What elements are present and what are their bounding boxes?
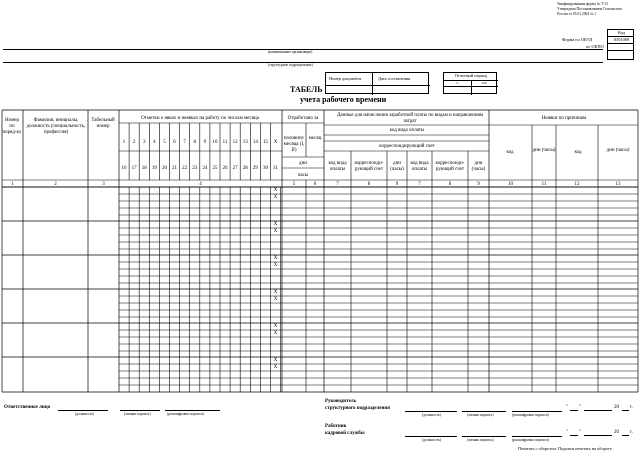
hr-day-line[interactable] bbox=[570, 435, 578, 436]
okud-value: 0301008 bbox=[613, 37, 630, 42]
hr-month-line[interactable] bbox=[584, 435, 612, 436]
resp-signature-line[interactable] bbox=[120, 410, 160, 411]
pay-sub-label-4: код вида оплаты bbox=[410, 161, 429, 172]
pay-sub-label-1: код вида оплаты bbox=[328, 161, 347, 172]
abs-days-2: дни (часы) bbox=[606, 148, 630, 153]
hr-year-suffix: г. bbox=[630, 430, 633, 435]
col-number-2: 2 bbox=[54, 182, 57, 187]
day-bottom-25: 25 bbox=[212, 166, 218, 171]
day-bottom-19: 19 bbox=[151, 166, 157, 171]
form-line-2: Утверждена Постановлением Госкомстата bbox=[557, 7, 622, 11]
doc-subtitle: учета рабочего времени bbox=[300, 95, 387, 104]
x-mark-3-b: X bbox=[273, 263, 278, 268]
half-month-header: половину месяца (I, II) bbox=[283, 136, 305, 153]
head-label-1: Руководитель bbox=[325, 399, 357, 404]
day-top-3: 3 bbox=[142, 140, 146, 145]
x-mark-6-a: X bbox=[273, 358, 278, 363]
head-quote-close: " bbox=[579, 405, 582, 410]
col-number-11: 8 bbox=[448, 182, 452, 187]
form-line-1: Унифицированная форма № Т-13 bbox=[557, 2, 608, 6]
day-bottom-26: 26 bbox=[222, 166, 228, 171]
col-number-12: 9 bbox=[477, 182, 480, 187]
hr-label-1: Работник bbox=[325, 424, 347, 429]
day-bottom-20: 20 bbox=[161, 166, 167, 171]
head-decoding-line[interactable] bbox=[512, 411, 562, 412]
day-bottom-17: 17 bbox=[131, 166, 137, 171]
head-position-caption: (должность) bbox=[422, 413, 441, 417]
day-top-9: 9 bbox=[203, 140, 207, 145]
resp-decoding-line[interactable] bbox=[165, 410, 220, 411]
head-signature-line[interactable] bbox=[462, 411, 506, 412]
x-mark-5-b: X bbox=[273, 331, 278, 336]
abs-code-2: код bbox=[574, 150, 582, 155]
x-mark-4-a: X bbox=[273, 290, 278, 295]
head-decoding-caption: (расшифровка подписи) bbox=[512, 413, 549, 417]
hr-label-2: кадровой службы bbox=[325, 431, 365, 436]
col-name-header: Фамилия, инициалы, должность (специальность, профессия) bbox=[26, 118, 86, 135]
head-year-prefix: 20 bbox=[614, 405, 619, 410]
day-top-1: 1 bbox=[122, 140, 126, 145]
doc-date-label: Дата составления bbox=[378, 76, 411, 81]
col-number-9: 9 bbox=[395, 182, 399, 187]
unit-caption: (структурное подразделение) bbox=[268, 63, 313, 67]
col-number-1: 1 bbox=[11, 182, 14, 187]
day-top-6: 6 bbox=[173, 140, 176, 145]
hr-year-line[interactable] bbox=[622, 435, 629, 436]
hr-signature-line[interactable] bbox=[462, 436, 506, 437]
pay-sub-label-5: корреспонди-рующий счет bbox=[435, 161, 465, 172]
okpo-label: по ОКПО bbox=[586, 44, 604, 49]
day-bottom-28: 28 bbox=[242, 166, 248, 171]
worked-hours: часы bbox=[297, 173, 309, 178]
okud-label: Форма по ОКУД bbox=[562, 37, 593, 42]
day-top-11: 11 bbox=[222, 140, 228, 145]
col-number-14: 11 bbox=[541, 182, 547, 187]
day-top-15: 15 bbox=[262, 140, 268, 145]
col-number-header: Номер по поряд-ку bbox=[2, 118, 22, 135]
hr-decoding-caption: (расшифровка подписи) bbox=[512, 438, 549, 442]
hr-decoding-line[interactable] bbox=[512, 436, 562, 437]
day-bottom-27: 27 bbox=[232, 166, 238, 171]
head-year-suffix: г. bbox=[630, 405, 633, 410]
head-position-line[interactable] bbox=[405, 411, 457, 412]
x-mark-2-a: X bbox=[273, 222, 278, 227]
pay-sub-label-2: корреспонди-рующий счет bbox=[354, 161, 384, 172]
col-number-3: 3 bbox=[102, 182, 105, 187]
x-mark-5-a: X bbox=[273, 324, 278, 329]
x-mark-1-a: X bbox=[273, 188, 278, 193]
pay-sub-label-3: дни (часы) bbox=[390, 161, 404, 172]
hr-signature-caption: (личная подпись) bbox=[467, 438, 494, 442]
month-header: месяц bbox=[308, 136, 322, 141]
abs-code-1: код bbox=[506, 150, 514, 155]
hr-position-caption: (должность) bbox=[422, 438, 441, 442]
resp-decoding-caption: (расшифровка подписи) bbox=[167, 412, 204, 416]
col-number-10: 7 bbox=[418, 182, 421, 187]
day-top-14: 14 bbox=[252, 140, 258, 145]
worked-days: дни bbox=[299, 161, 307, 166]
day-top-X: X bbox=[273, 140, 278, 145]
day-top-2: 2 bbox=[132, 140, 136, 145]
col-number-13: 10 bbox=[508, 182, 513, 187]
day-top-5: 5 bbox=[163, 140, 166, 145]
doc-title: ТАБЕЛЬ bbox=[290, 85, 323, 94]
day-top-4: 4 bbox=[153, 140, 156, 145]
print-note: Печатать с оборотом. Подписи печатать на обороте. bbox=[518, 446, 613, 451]
x-mark-4-b: X bbox=[273, 297, 278, 302]
pay-sub-label-6: дни (часы) bbox=[471, 161, 486, 172]
absence-header: Неявки по причинам bbox=[541, 116, 587, 121]
hr-year-prefix: 20 bbox=[614, 430, 619, 435]
corr-account-label: корреспондирующий счет bbox=[379, 144, 435, 149]
head-label-2: структурного подразделения bbox=[325, 406, 390, 411]
col-number-6: 6 bbox=[313, 182, 317, 187]
resp-position-caption: (должность) bbox=[75, 412, 94, 416]
org-caption: (наименование организации) bbox=[268, 50, 313, 54]
col-number-16: 13 bbox=[615, 182, 621, 187]
kod-label: Код bbox=[618, 30, 625, 35]
day-top-12: 12 bbox=[232, 140, 238, 145]
col-days-header: Отметки о явках и неявках на работу по числам месяца bbox=[141, 116, 259, 121]
col-number-7: 7 bbox=[336, 182, 339, 187]
col-number-8: 8 bbox=[367, 182, 371, 187]
doc-number-label: Номер документа bbox=[329, 76, 362, 81]
x-mark-3-a: X bbox=[273, 256, 278, 261]
col-number-4: 4 bbox=[199, 182, 202, 187]
day-top-13: 13 bbox=[242, 140, 248, 145]
day-top-10: 10 bbox=[212, 140, 218, 145]
day-top-8: 8 bbox=[193, 140, 196, 145]
x-mark-1-b: X bbox=[273, 195, 278, 200]
day-bottom-23: 23 bbox=[192, 166, 198, 171]
pay-code-label: код вида оплаты bbox=[389, 128, 425, 133]
form-line-3: России от 05.01.2004 № 1 bbox=[557, 12, 597, 16]
hr-position-line[interactable] bbox=[405, 436, 457, 437]
day-bottom-24: 24 bbox=[202, 166, 208, 171]
day-bottom-31: 31 bbox=[273, 166, 279, 171]
hr-quote-open: " bbox=[566, 430, 569, 435]
day-bottom-22: 22 bbox=[182, 166, 188, 171]
resp-signature-caption: (личная подпись) bbox=[124, 412, 151, 416]
col-tab-number-header: Табельный номер bbox=[91, 118, 115, 129]
period-from: с bbox=[456, 80, 459, 85]
day-top-7: 7 bbox=[183, 140, 186, 145]
head-month-line[interactable] bbox=[584, 410, 612, 411]
x-mark-2-b: X bbox=[273, 229, 278, 234]
day-bottom-29: 29 bbox=[252, 166, 258, 171]
worked-header: Отработано за bbox=[287, 116, 319, 121]
period-label: Отчетный период bbox=[454, 73, 488, 78]
day-bottom-18: 18 bbox=[141, 166, 147, 171]
hr-quote-close: " bbox=[579, 430, 582, 435]
head-year-line[interactable] bbox=[622, 410, 629, 411]
day-bottom-16: 16 bbox=[121, 166, 127, 171]
x-mark-6-b: X bbox=[273, 365, 278, 370]
responsible-label: Ответственное лицо bbox=[4, 405, 51, 410]
head-quote-open: " bbox=[566, 405, 569, 410]
col-number-5: 5 bbox=[292, 182, 296, 187]
abs-days-1: дни (часы) bbox=[532, 148, 556, 153]
col-number-15: 12 bbox=[574, 182, 580, 187]
pay-header: Данные для начисления заработной платы по видам и направлениям затрат bbox=[337, 113, 483, 124]
head-day-line[interactable] bbox=[570, 410, 578, 411]
resp-position-line[interactable] bbox=[58, 410, 108, 411]
day-bottom-30: 30 bbox=[262, 166, 268, 171]
head-signature-caption: (личная подпись) bbox=[467, 413, 494, 417]
day-bottom-21: 21 bbox=[172, 166, 178, 171]
period-to: по bbox=[482, 80, 487, 85]
